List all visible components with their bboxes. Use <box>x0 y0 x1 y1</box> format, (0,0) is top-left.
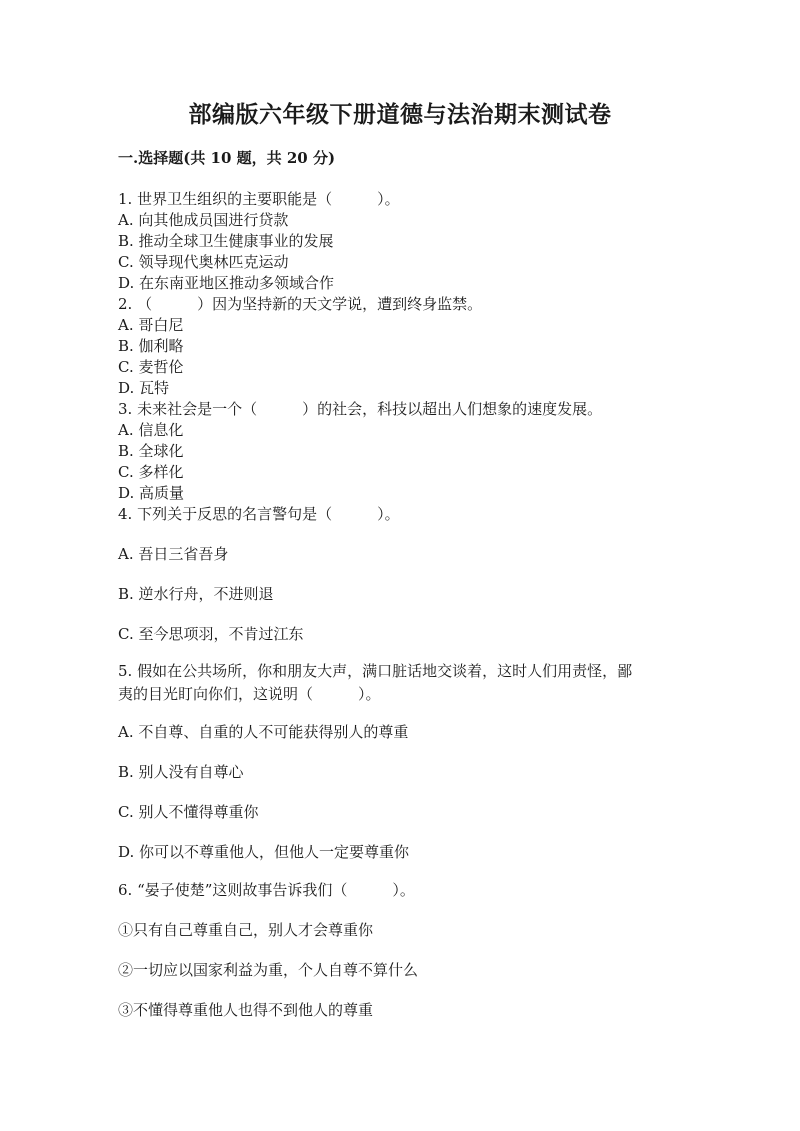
section-header: 一.选择题(共 10 题，共 20 分) <box>118 149 336 167</box>
question-1-option-a: A. 向其他成员国进行贷款 <box>118 211 289 229</box>
question-2-stem: 2. （ ）因为坚持新的天文学说，遭到终身监禁。 <box>118 295 483 313</box>
question-3-option-d: D. 高质量 <box>118 484 185 502</box>
question-4-option-c: C. 至今思项羽，不肯过江东 <box>118 625 304 643</box>
question-6-stem: 6. “晏子使楚”这则故事告诉我们（ ）。 <box>118 881 415 899</box>
question-6-statement-1: ①只有自己尊重自己，别人才会尊重你 <box>118 921 374 939</box>
question-5-stem-line-2: 夷的目光盯向你们，这说明（ ）。 <box>118 685 381 703</box>
question-3-option-a: A. 信息化 <box>118 421 184 439</box>
question-5-stem-line-1: 5. 假如在公共场所，你和朋友大声，满口脏话地交谈着，这时人们用责怪，鄙 <box>118 662 633 680</box>
question-4-option-a: A. 吾日三省吾身 <box>118 545 229 563</box>
question-1-option-b: B. 推动全球卫生健康事业的发展 <box>118 232 334 250</box>
question-3-option-c: C. 多样化 <box>118 463 184 481</box>
question-4-stem: 4. 下列关于反思的名言警句是（ ）。 <box>118 505 400 523</box>
page-title: 部编版六年级下册道德与法治期末测试卷 <box>188 101 612 128</box>
question-2-option-c: C. 麦哲伦 <box>118 358 184 376</box>
question-2-option-a: A. 哥白尼 <box>118 316 184 334</box>
question-2-option-d: D. 瓦特 <box>118 379 170 397</box>
question-1-stem: 1. 世界卫生组织的主要职能是（ ）。 <box>118 190 400 208</box>
question-6-statement-3: ③不懂得尊重他人也得不到他人的尊重 <box>118 1001 374 1019</box>
question-5-option-b: B. 别人没有自尊心 <box>118 763 244 781</box>
question-6-statement-2: ②一切应以国家利益为重，个人自尊不算什么 <box>118 961 419 979</box>
question-1-option-c: C. 领导现代奥林匹克运动 <box>118 253 289 271</box>
question-5-option-d: D. 你可以不尊重他人，但他人一定要尊重你 <box>118 843 410 861</box>
question-5-option-c: C. 别人不懂得尊重你 <box>118 803 259 821</box>
question-5-option-a: A. 不自尊、自重的人不可能获得别人的尊重 <box>118 723 409 741</box>
question-1-option-d: D. 在东南亚地区推动多领域合作 <box>118 274 335 292</box>
question-3-stem: 3. 未来社会是一个（ ）的社会，科技以超出人们想象的速度发展。 <box>118 400 603 418</box>
question-3-option-b: B. 全球化 <box>118 442 184 460</box>
question-2-option-b: B. 伽利略 <box>118 337 184 355</box>
question-4-option-b: B. 逆水行舟，不进则退 <box>118 585 274 603</box>
